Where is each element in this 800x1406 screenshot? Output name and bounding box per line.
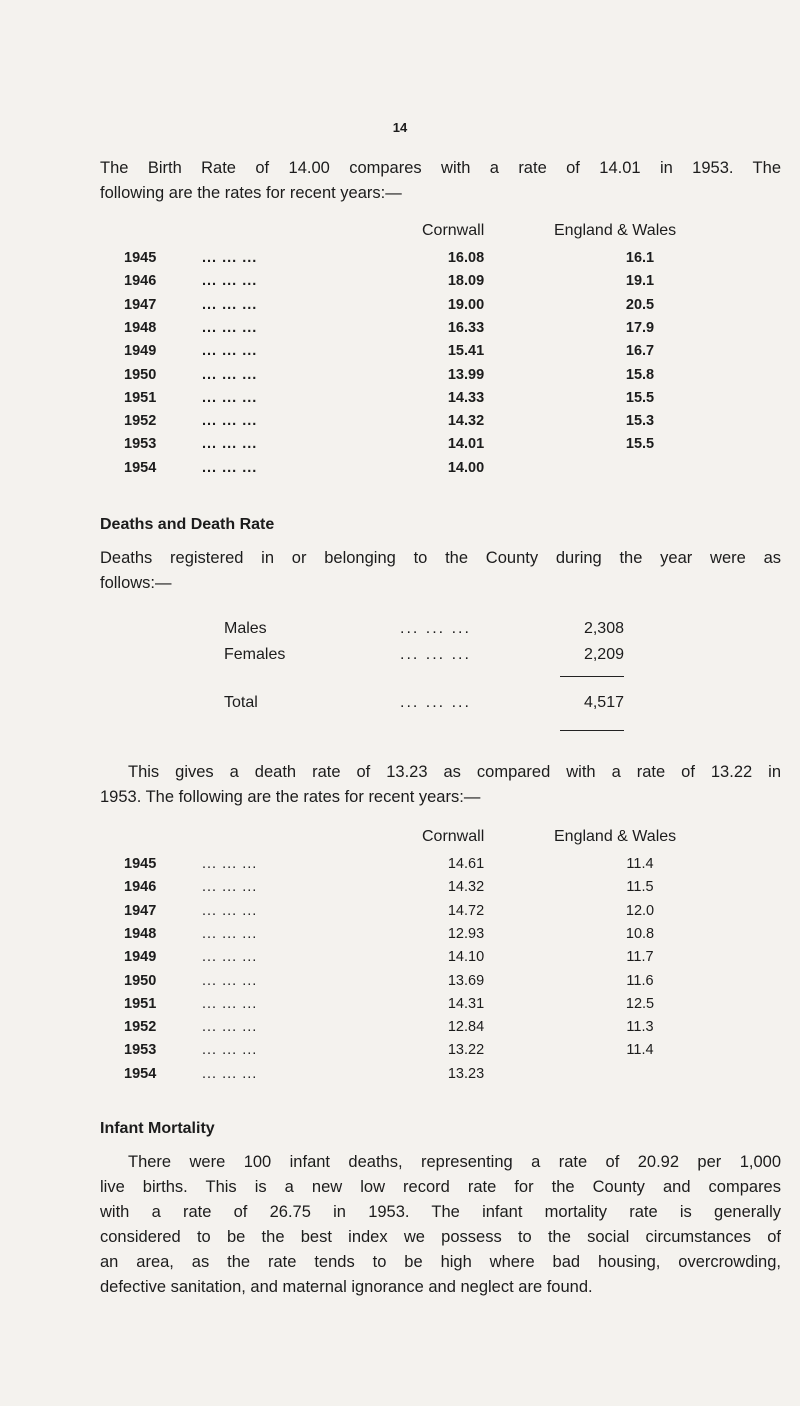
england-wales-cell: 15.5: [625, 436, 655, 453]
year-cell: 1953: [124, 436, 157, 453]
table-row: [0, 390, 800, 413]
year-cell: 1952: [124, 1019, 157, 1036]
year-cell: 1947: [124, 296, 157, 313]
leader-dots: ... ... ...: [202, 949, 258, 966]
cornwall-cell: 14.00: [447, 459, 485, 476]
cornwall-cell: 16.08: [447, 250, 485, 266]
death-rate-intro-cont: [100, 785, 781, 810]
year-cell: 1945: [124, 856, 157, 872]
year-cell: 1954: [124, 459, 157, 476]
table-row: [0, 343, 800, 366]
england-wales-cell: 16.7: [625, 343, 655, 360]
table-row: [0, 1042, 800, 1065]
year-cell: 1950: [124, 366, 157, 383]
death-rate-line: This gives a death rate of 13.23 as compared with a rate of 13.22 in: [128, 763, 781, 781]
deaths-row-total: [0, 694, 800, 716]
leader-dots: ... ... ...: [202, 459, 258, 476]
table-row: [0, 367, 800, 390]
cornwall-cell: 14.01: [447, 436, 485, 453]
leader-dots: ... ... ...: [202, 972, 258, 989]
deaths-intro-line: Deaths registered in or belonging to the County during the year were as: [100, 549, 781, 567]
cornwall-cell: 14.72: [447, 902, 485, 919]
infant-mortality-text: [100, 1150, 781, 1300]
year-cell: 1946: [124, 879, 157, 896]
england-wales-cell: 10.8: [625, 925, 655, 942]
england-wales-cell: 11.6: [626, 972, 654, 989]
england-wales-cell: 11.7: [626, 949, 654, 966]
year-cell: 1948: [124, 925, 157, 942]
leader-dots: ... ... ...: [202, 879, 258, 896]
table-row: [0, 949, 800, 972]
total-rule-bottom: [560, 730, 624, 731]
deaths-intro: [100, 546, 781, 596]
leader-dots: ... ... ...: [400, 620, 471, 637]
leader-dots: ... ... ...: [202, 902, 258, 919]
deaths-row-females: [0, 646, 800, 668]
year-cell: 1945: [124, 250, 157, 266]
infant-line: with a rate of 26.75 in 1953. The infant mortality rate is generally: [100, 1203, 781, 1221]
infant-line: There were 100 infant deaths, representing a rate of 20.92 per 1,000: [128, 1153, 781, 1171]
year-cell: 1949: [124, 343, 157, 360]
cornwall-cell: 16.33: [447, 319, 485, 336]
cornwall-cell: 14.32: [447, 413, 485, 430]
england-wales-cell: 12.0: [625, 902, 655, 919]
table-row: [0, 460, 800, 483]
death-rate-intro: [128, 760, 781, 785]
leader-dots: ... ... ...: [202, 296, 258, 313]
column-header-cornwall: Cornwall: [422, 222, 485, 239]
leader-dots: ... ... ...: [202, 343, 258, 360]
deaths-value: 2,308: [583, 620, 624, 637]
deaths-intro-line: follows:—: [100, 574, 172, 592]
england-wales-cell: 20.5: [625, 296, 655, 313]
leader-dots: ... ... ...: [400, 694, 471, 711]
table-row: [0, 856, 800, 879]
leader-dots: ... ... ...: [202, 389, 258, 406]
intro-line: following are the rates for recent years:—: [100, 184, 402, 202]
leader-dots: ... ... ...: [202, 319, 258, 336]
leader-dots: ... ... ...: [202, 250, 258, 266]
table-row: [0, 1019, 800, 1042]
cornwall-cell: 15.41: [447, 343, 485, 360]
deaths-heading: Deaths and Death Rate: [100, 516, 275, 533]
deaths-label: Males: [224, 620, 267, 637]
england-wales-cell: 11.3: [626, 1019, 654, 1036]
infant-line: live births. This is a new low record rate for the County and compares: [100, 1178, 781, 1196]
cornwall-cell: 14.10: [447, 949, 485, 966]
deaths-value: 2,209: [583, 646, 624, 663]
cornwall-cell: 13.23: [447, 1065, 485, 1082]
leader-dots: ... ... ...: [202, 366, 258, 383]
leader-dots: ... ... ...: [202, 925, 258, 942]
england-wales-cell: 16.1: [625, 250, 655, 266]
leader-dots: ... ... ...: [202, 1065, 258, 1082]
leader-dots: ... ... ...: [202, 436, 258, 453]
page-number: 14: [392, 120, 408, 135]
year-cell: 1951: [124, 389, 157, 406]
cornwall-cell: 14.61: [447, 856, 485, 872]
england-wales-cell: 11.5: [626, 879, 654, 896]
leader-dots: ... ... ...: [202, 273, 258, 290]
deaths-row-males: [0, 620, 800, 642]
year-cell: 1953: [124, 1042, 157, 1059]
year-cell: 1951: [124, 995, 157, 1012]
infant-line: defective sanitation, and maternal ignorance and neglect are found.: [100, 1278, 593, 1296]
cornwall-cell: 19.00: [447, 296, 485, 313]
england-wales-cell: 15.3: [625, 413, 655, 430]
cornwall-cell: 14.31: [447, 995, 485, 1012]
table-row: [0, 297, 800, 320]
england-wales-cell: 15.8: [625, 366, 655, 383]
deaths-total-value: 4,517: [583, 694, 624, 711]
year-cell: 1947: [124, 902, 157, 919]
cornwall-cell: 12.84: [447, 1019, 485, 1036]
year-cell: 1949: [124, 949, 157, 966]
england-wales-cell: 19.1: [625, 273, 655, 290]
cornwall-cell: 14.32: [447, 879, 485, 896]
table-row: [0, 250, 800, 273]
infant-line: an area, as the rate tends to be high where bad housing, overcrowding,: [100, 1253, 781, 1271]
table-row: [0, 973, 800, 996]
cornwall-cell: 13.69: [447, 972, 485, 989]
year-cell: 1952: [124, 413, 157, 430]
year-cell: 1946: [124, 273, 157, 290]
table-row: [0, 926, 800, 949]
column-header-cornwall: Cornwall: [422, 828, 485, 845]
england-wales-cell: 12.5: [625, 995, 655, 1012]
cornwall-cell: 13.99: [447, 366, 485, 383]
table-row: [0, 320, 800, 343]
table-row: [0, 413, 800, 436]
leader-dots: ... ... ...: [202, 1042, 258, 1059]
table-row: [0, 1066, 800, 1089]
leader-dots: ... ... ...: [202, 856, 258, 872]
infant-mortality-heading: Infant Mortality: [100, 1120, 215, 1137]
leader-dots: ... ... ...: [400, 646, 471, 663]
table-row: [0, 273, 800, 296]
table-row: [0, 996, 800, 1019]
deaths-total-label: Total: [224, 694, 258, 711]
deaths-label: Females: [224, 646, 286, 663]
infant-line: considered to be the best index we possess to the social circumstances of: [100, 1228, 781, 1246]
table-row: [0, 436, 800, 459]
column-header-england-wales: England & Wales: [554, 222, 677, 239]
england-wales-cell: 17.9: [625, 319, 655, 336]
intro-line: The Birth Rate of 14.00 compares with a rate of 14.01 in 1953. The: [100, 159, 781, 177]
england-wales-cell: 11.4: [626, 856, 654, 872]
birth-rate-intro: [100, 156, 781, 206]
total-rule-top: [560, 676, 624, 677]
leader-dots: ... ... ...: [202, 1019, 258, 1036]
year-cell: 1948: [124, 319, 157, 336]
leader-dots: ... ... ...: [202, 995, 258, 1012]
cornwall-cell: 18.09: [447, 273, 485, 290]
year-cell: 1954: [124, 1065, 157, 1082]
leader-dots: ... ... ...: [202, 413, 258, 430]
cornwall-cell: 14.33: [447, 389, 485, 406]
cornwall-cell: 13.22: [447, 1042, 485, 1059]
england-wales-cell: 15.5: [625, 389, 655, 406]
cornwall-cell: 12.93: [447, 925, 485, 942]
england-wales-cell: 11.4: [626, 1042, 654, 1059]
table-row: [0, 903, 800, 926]
table-row: [0, 879, 800, 902]
year-cell: 1950: [124, 972, 157, 989]
column-header-england-wales: England & Wales: [554, 828, 677, 845]
death-rate-line: 1953. The following are the rates for recent years:—: [100, 788, 481, 806]
